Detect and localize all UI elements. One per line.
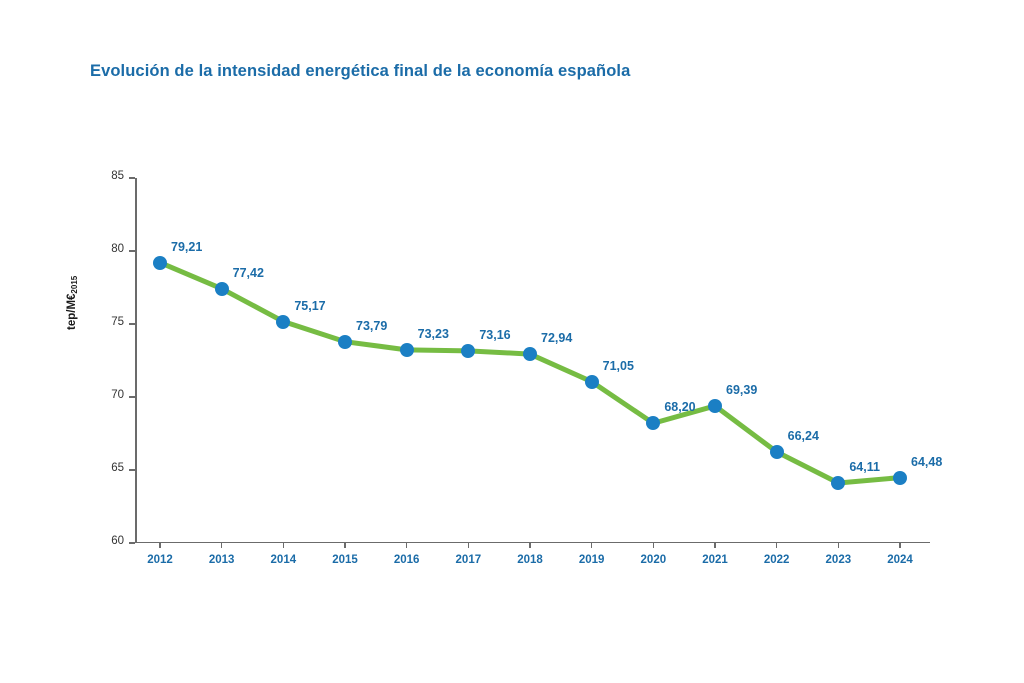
x-tick-label: 2013 (208, 554, 235, 566)
data-point-marker[interactable] (893, 471, 907, 485)
data-point-marker[interactable] (153, 256, 167, 270)
data-point-marker[interactable] (708, 399, 722, 413)
plot-area (110, 170, 943, 566)
y-tick-label: 65 (111, 462, 124, 474)
y-tick-label: 75 (111, 316, 124, 328)
data-point-label: 64,11 (849, 459, 880, 474)
x-tick-label: 2022 (763, 554, 790, 566)
y-axis-title-subscript: 2015 (70, 275, 79, 294)
x-tick-label: 2014 (270, 554, 297, 566)
data-point-marker[interactable] (276, 315, 290, 329)
data-point-label: 69,39 (726, 382, 758, 397)
series-line (110, 178, 930, 543)
data-point-label: 72,94 (541, 331, 573, 346)
data-point-label: 64,48 (911, 454, 943, 469)
x-tick-label: 2015 (332, 554, 358, 566)
x-tick-label: 2019 (578, 554, 605, 566)
data-point-label: 79,21 (171, 239, 203, 254)
data-point-marker[interactable] (770, 445, 784, 459)
y-tick-label: 60 (111, 535, 124, 547)
data-point-marker[interactable] (400, 343, 414, 357)
data-point-label: 73,16 (479, 327, 511, 342)
y-axis-title (66, 276, 78, 330)
data-point-label: 75,17 (294, 298, 326, 313)
x-tick-label: 2024 (887, 554, 913, 566)
y-tick-label: 70 (111, 389, 124, 401)
data-point-label: 66,24 (787, 428, 819, 443)
data-point-marker[interactable] (215, 282, 229, 296)
chart-title: Evolución de la intensidad energética final de la economía española (90, 62, 631, 80)
y-axis-title-base: tep/M€ (66, 293, 78, 330)
data-point-marker[interactable] (523, 347, 537, 361)
data-point-label: 71,05 (602, 358, 634, 373)
x-tick-label: 2017 (455, 554, 482, 566)
data-point-label: 73,23 (417, 326, 449, 341)
data-point-marker[interactable] (585, 375, 599, 389)
y-tick-label: 85 (111, 170, 124, 182)
data-point-label: 77,42 (232, 265, 264, 280)
x-tick-label: 2016 (393, 554, 420, 566)
x-tick-label: 2018 (517, 554, 543, 566)
x-tick-label: 2021 (702, 554, 728, 566)
data-point-label: 68,20 (664, 400, 696, 415)
x-tick-label: 2020 (640, 554, 667, 566)
data-point-marker[interactable] (338, 335, 352, 349)
x-tick-label: 2023 (825, 554, 852, 566)
data-point-label: 73,79 (356, 318, 388, 333)
y-tick-label: 80 (111, 243, 124, 255)
x-tick-label: 2012 (147, 554, 173, 566)
